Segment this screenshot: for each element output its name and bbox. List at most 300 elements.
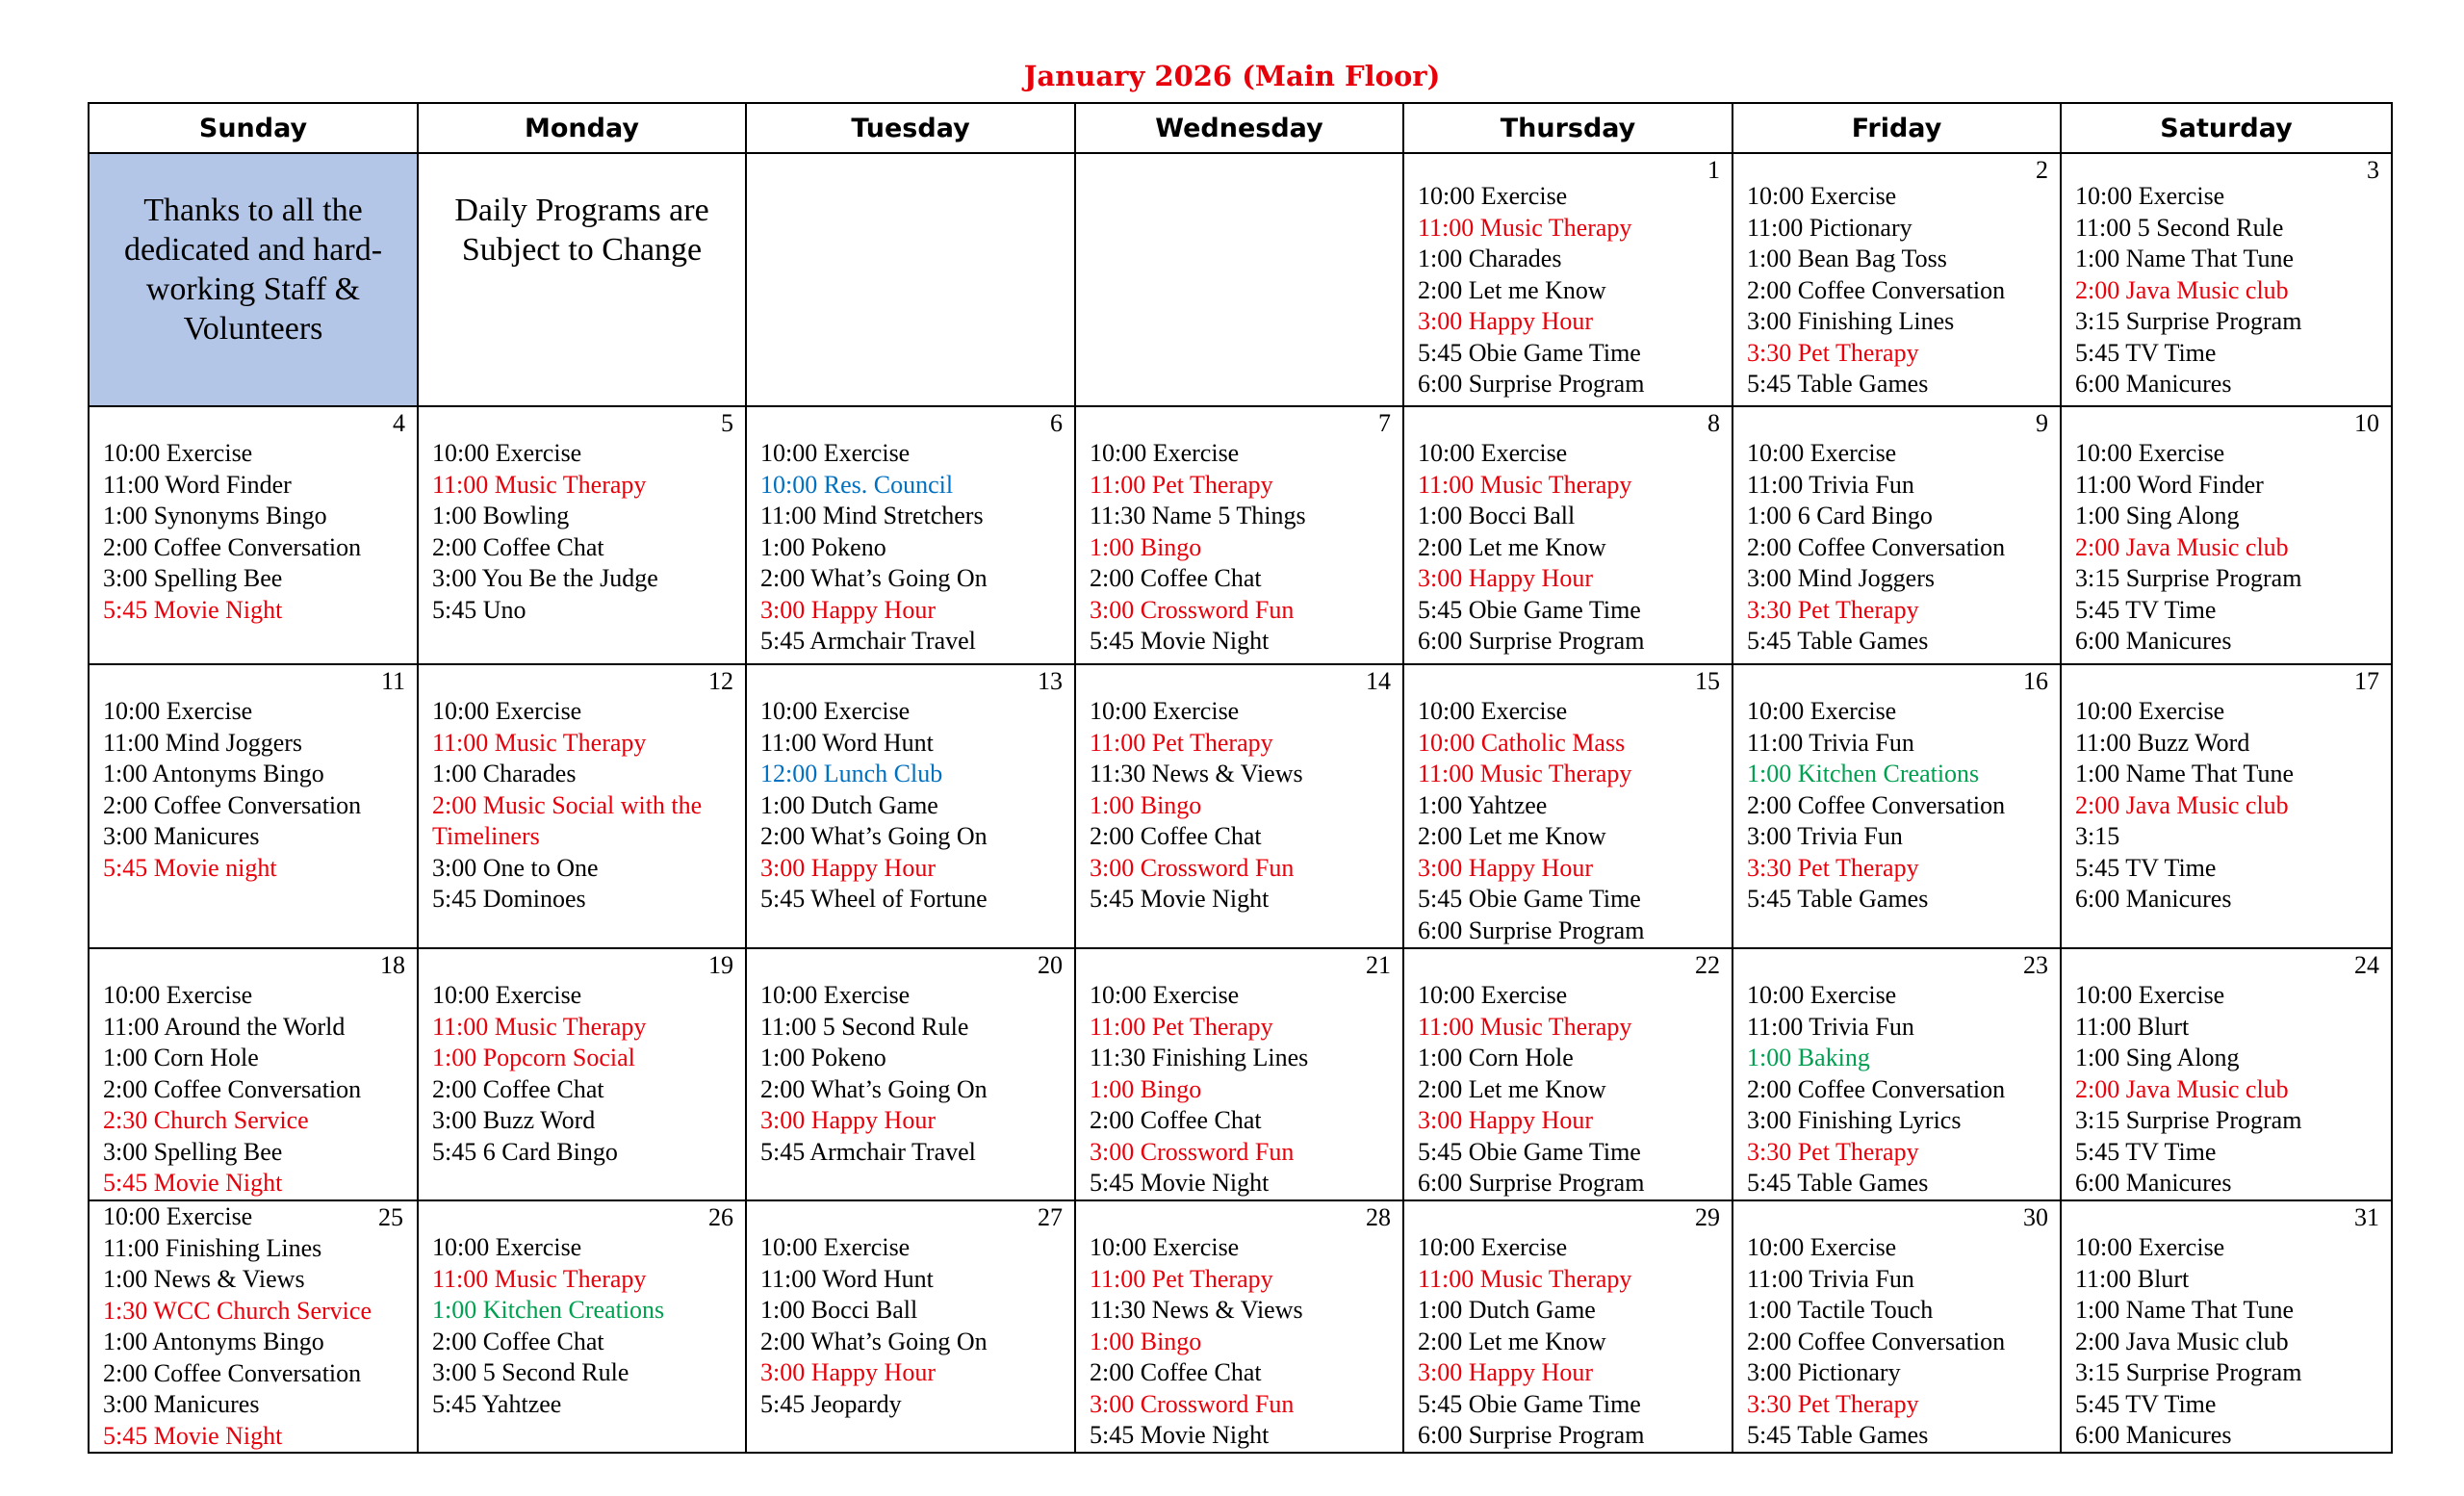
event-item: 10:00 Exercise — [1747, 981, 1897, 1009]
event-item: 6:00 Surprise Program — [1418, 916, 1645, 944]
event-item: 11:00 Music Therapy — [432, 1264, 647, 1293]
day-cell-content — [90, 665, 417, 947]
event-item: 1:00 Bingo — [1090, 790, 1202, 819]
event-item: 1:00 Bingo — [1090, 1327, 1202, 1355]
event-list — [760, 1201, 1066, 1420]
day-cell-content — [1404, 407, 1732, 663]
day-cell-content — [1733, 665, 2060, 947]
event-item: 11:00 Trivia Fun — [1747, 1264, 1914, 1293]
event-item: 5:45 TV Time — [2075, 853, 2217, 882]
event-item: 3:30 Pet Therapy — [1747, 595, 1919, 624]
calendar-title: January 2026 (Main Floor) — [1023, 60, 1441, 92]
event-item: 5:45 Obie Game Time — [1418, 595, 1641, 624]
day-cell-content — [1404, 665, 1732, 947]
day-cell-content — [90, 1201, 417, 1452]
event-item: 10:00 Exercise — [2075, 182, 2225, 210]
event-item: 2:00 Java Music club — [2075, 275, 2289, 304]
event-item: 11:00 Mind Joggers — [103, 728, 303, 757]
day-cell-content — [1076, 665, 1402, 947]
event-item: 6:00 Manicures — [2075, 885, 2232, 913]
day-number: 17 — [2354, 667, 2379, 695]
event-list — [2075, 407, 2383, 658]
event-item: 1:00 Sing Along — [2075, 502, 2240, 529]
day-cell — [89, 406, 418, 664]
day-cell — [1732, 1200, 2061, 1453]
day-cell-content — [2062, 665, 2391, 947]
event-item: 2:00 Let me Know — [1418, 822, 1606, 850]
event-item: 11:00 Pictionary — [1747, 213, 1912, 242]
day-cell — [1075, 948, 1403, 1200]
day-number: 19 — [708, 951, 733, 979]
day-cell-content — [1733, 407, 2060, 663]
event-item: 5:45 Table Games — [1747, 1169, 1929, 1197]
day-cell-content — [747, 949, 1074, 1199]
event-list — [432, 665, 737, 916]
event-item: 10:00 Exercise — [760, 1233, 911, 1261]
day-cell — [1075, 406, 1403, 664]
event-item: 11:00 Music Therapy — [1418, 213, 1632, 242]
event-list — [103, 407, 409, 626]
event-item: 5:45 Wheel of Fortune — [760, 885, 988, 913]
event-item: 5:45 6 Card Bingo — [432, 1137, 618, 1166]
event-item: 2:00 Coffee Chat — [432, 1074, 604, 1103]
week-row — [89, 664, 2392, 948]
event-item: 2:00 Coffee Conversation — [1747, 790, 2006, 819]
event-item: 2:00 Java Music club — [2075, 1327, 2289, 1355]
event-item: 10:00 Exercise — [1747, 697, 1897, 725]
day-cell — [746, 664, 1075, 948]
event-item: 10:00 Exercise — [760, 981, 911, 1009]
event-list — [1418, 665, 1724, 946]
day-cell-content — [1733, 1201, 2060, 1452]
event-item: 11:30 News & Views — [1090, 1296, 1303, 1324]
event-item: 11:00 Trivia Fun — [1747, 728, 1914, 757]
event-item: 3:15 Surprise Program — [2075, 1106, 2302, 1134]
day-number: 29 — [1695, 1203, 1720, 1231]
event-item: 11:00 5 Second Rule — [2075, 213, 2284, 242]
event-item: 1:00 Antonyms Bingo — [103, 1328, 324, 1355]
day-number: 25 — [378, 1203, 403, 1231]
week-row — [89, 406, 2392, 664]
event-item: 5:45 Obie Game Time — [1418, 885, 1641, 913]
day-number: 20 — [1038, 951, 1063, 979]
event-item: 6:00 Surprise Program — [1418, 1169, 1645, 1197]
day-cell — [1403, 948, 1732, 1200]
event-item: 5:45 Obie Game Time — [1418, 1137, 1641, 1166]
event-item: 11:00 Trivia Fun — [1747, 470, 1914, 499]
event-item: 3:00 Trivia Fun — [1747, 822, 1903, 850]
day-cell-content — [1404, 154, 1732, 405]
event-item: 3:15 Surprise Program — [2075, 564, 2302, 592]
event-list — [1090, 949, 1395, 1199]
day-cell-content — [1076, 1201, 1402, 1452]
event-item: 1:00 News & Views — [103, 1265, 305, 1293]
event-item: 11:00 Music Therapy — [1418, 1012, 1632, 1041]
event-item: 5:45 Movie Night — [103, 1421, 283, 1450]
day-cell — [418, 948, 746, 1200]
event-item: 1:00 6 Card Bingo — [1747, 502, 1933, 529]
day-number: 2 — [2036, 156, 2048, 184]
event-item: 2:00 Java Music club — [2075, 1074, 2289, 1103]
event-item: 10:00 Exercise — [1418, 697, 1568, 725]
day-number: 16 — [2023, 667, 2048, 695]
event-item: 1:00 Bingo — [1090, 532, 1202, 561]
event-list — [2075, 181, 2383, 400]
event-item: 10:00 Exercise — [103, 1202, 253, 1230]
day-cell — [418, 664, 746, 948]
event-item: 3:00 Crossword Fun — [1090, 853, 1295, 882]
event-item: 10:00 Exercise — [103, 697, 253, 725]
day-number: 18 — [380, 951, 405, 979]
weekday-header: Friday — [1732, 103, 2061, 153]
day-cell-content — [419, 407, 745, 663]
week-row — [89, 1200, 2392, 1453]
day-cell — [418, 406, 746, 664]
empty-cell — [1075, 153, 1403, 406]
event-item: 11:00 Music Therapy — [1418, 1264, 1632, 1293]
staff-thanks-note: Thanks to all the dedicated and hard-working Staff & Volunteers — [123, 193, 383, 347]
event-item: 5:45 Movie Night — [103, 595, 283, 624]
event-item: 5:45 Movie Night — [1090, 627, 1270, 655]
event-list — [760, 665, 1066, 916]
event-item: 3:00 Happy Hour — [1418, 1106, 1593, 1134]
event-item: 5:45 TV Time — [2075, 595, 2217, 624]
event-list — [432, 407, 737, 626]
event-item: 11:00 Word Hunt — [760, 728, 934, 757]
event-list — [2075, 665, 2383, 916]
event-item: 5:45 Uno — [432, 595, 526, 624]
event-item: 3:00 Spelling Bee — [103, 564, 283, 592]
event-item: 6:00 Surprise Program — [1418, 627, 1645, 655]
day-cell — [746, 1200, 1075, 1453]
event-item: 11:00 Music Therapy — [432, 1012, 647, 1041]
day-cell-content — [2062, 407, 2391, 663]
event-item: 11:30 News & Views — [1090, 760, 1303, 787]
event-item: 2:00 What’s Going On — [760, 1074, 988, 1103]
event-item: 11:00 Mind Stretchers — [760, 502, 984, 529]
event-item: 1:00 Sing Along — [2075, 1044, 2240, 1071]
event-list — [1418, 407, 1724, 658]
event-item: 10:00 Catholic Mass — [1418, 728, 1626, 757]
event-item: 10:00 Exercise — [760, 439, 911, 467]
weekday-header: Thursday — [1403, 103, 1732, 153]
event-item: 5:45 TV Time — [2075, 1137, 2217, 1166]
day-cell-content — [747, 407, 1074, 663]
event-item: 1:00 Synonyms Bingo — [103, 502, 327, 529]
weekday-header: Wednesday — [1075, 103, 1403, 153]
note-cell — [89, 153, 418, 406]
event-item: 2:00 Coffee Conversation — [1747, 1327, 2006, 1355]
event-item: 10:00 Exercise — [1418, 1233, 1568, 1261]
event-item: 6:00 Manicures — [2075, 1169, 2232, 1197]
event-item: 10:00 Exercise — [1090, 697, 1240, 725]
event-item: 5:45 Armchair Travel — [760, 1137, 976, 1166]
event-item: 11:00 5 Second Rule — [760, 1012, 969, 1041]
event-item: 5:45 Jeopardy — [760, 1389, 902, 1418]
event-item: 11:00 Finishing Lines — [103, 1233, 322, 1262]
event-item: 5:45 Movie Night — [1090, 1421, 1270, 1449]
event-item: 2:00 Coffee Chat — [432, 532, 604, 561]
event-item: 11:00 Trivia Fun — [1747, 1012, 1914, 1041]
day-cell — [1075, 1200, 1403, 1453]
event-list — [1418, 949, 1724, 1199]
day-cell — [746, 948, 1075, 1200]
event-item: 11:30 Finishing Lines — [1090, 1044, 1309, 1071]
event-item: 3:15 Surprise Program — [2075, 307, 2302, 335]
event-item: 10:00 Exercise — [432, 439, 582, 467]
day-number: 5 — [721, 409, 733, 437]
event-item: 10:00 Exercise — [1090, 981, 1240, 1009]
event-list — [103, 665, 409, 884]
event-item: 3:15 — [2075, 822, 2120, 850]
event-item: 1:00 Bean Bag Toss — [1747, 245, 1947, 272]
event-item: 2:00 Java Music club — [2075, 532, 2289, 561]
event-item: 11:00 Word Hunt — [760, 1264, 934, 1293]
event-item: 1:00 Corn Hole — [103, 1044, 259, 1071]
event-item: 11:00 Word Finder — [103, 470, 292, 499]
event-item: 10:00 Exercise — [2075, 1233, 2225, 1261]
day-cell — [746, 406, 1075, 664]
event-item: 11:00 Music Therapy — [432, 728, 647, 757]
event-item: 3:00 Finishing Lyrics — [1747, 1106, 1962, 1134]
event-item: 6:00 Manicures — [2075, 370, 2232, 398]
calendar-grid — [88, 102, 2393, 1454]
event-item: 10:00 Exercise — [2075, 697, 2225, 725]
event-item: 2:00 Let me Know — [1418, 532, 1606, 561]
day-cell-content — [90, 949, 417, 1199]
event-item: 1:00 Kitchen Creations — [1747, 760, 1980, 787]
event-item: 1:00 Yahtzee — [1418, 790, 1548, 819]
event-item: 5:45 TV Time — [2075, 338, 2217, 367]
event-item: 10:00 Exercise — [1418, 981, 1568, 1009]
event-item: 2:00 What’s Going On — [760, 1327, 988, 1355]
event-item: 10:00 Exercise — [2075, 981, 2225, 1009]
weekday-header: Saturday — [2061, 103, 2392, 153]
weekday-header: Monday — [418, 103, 746, 153]
event-item: 3:00 You Be the Judge — [432, 564, 658, 592]
event-item: 2:00 Coffee Chat — [1090, 822, 1262, 850]
event-item: 3:00 Spelling Bee — [103, 1137, 283, 1166]
day-number: 4 — [393, 409, 405, 437]
event-item: 3:00 Crossword Fun — [1090, 595, 1295, 624]
weekday-header: Sunday — [89, 103, 418, 153]
event-item: 3:30 Pet Therapy — [1747, 1137, 1919, 1166]
event-item: 5:45 Movie Night — [1090, 1169, 1270, 1197]
event-list — [1418, 181, 1724, 400]
day-number: 28 — [1366, 1203, 1391, 1231]
day-cell — [1075, 664, 1403, 948]
event-item: 3:00 Finishing Lines — [1747, 307, 1955, 335]
event-item: 6:00 Manicures — [2075, 1421, 2232, 1449]
event-item: 6:00 Manicures — [2075, 627, 2232, 655]
day-number: 13 — [1038, 667, 1063, 695]
event-item: 5:45 Obie Game Time — [1418, 1389, 1641, 1418]
event-item: 5:45 Obie Game Time — [1418, 338, 1641, 367]
day-cell — [2061, 406, 2392, 664]
event-item: 3:00 Crossword Fun — [1090, 1389, 1295, 1418]
event-item: 11:00 Music Therapy — [1418, 760, 1632, 787]
event-item: 10:00 Exercise — [1090, 1233, 1240, 1261]
day-cell — [1732, 406, 2061, 664]
event-item: 1:00 Pokeno — [760, 1044, 886, 1071]
event-item: 2:00 Coffee Conversation — [103, 1074, 362, 1103]
event-item: 5:45 Table Games — [1747, 627, 1929, 655]
day-cell — [1403, 153, 1732, 406]
day-cell — [89, 664, 418, 948]
event-item: 11:00 Pet Therapy — [1090, 728, 1273, 757]
event-item: 2:00 Let me Know — [1418, 1074, 1606, 1103]
event-item: 5:45 Yahtzee — [432, 1389, 562, 1418]
event-item: 2:00 Coffee Conversation — [103, 1358, 362, 1387]
day-cell-content — [747, 1201, 1074, 1452]
event-list — [1090, 407, 1395, 658]
event-list — [1747, 181, 2052, 400]
event-item: 3:00 Happy Hour — [1418, 853, 1593, 882]
day-number: 7 — [1378, 409, 1391, 437]
programs-change-note: Daily Programs are Subject to Change — [454, 193, 709, 268]
day-number: 31 — [2354, 1203, 2379, 1231]
event-item: 2:00 Coffee Chat — [1090, 1358, 1262, 1386]
event-item: 1:00 Pokeno — [760, 532, 886, 561]
event-item: 1:00 Dutch Game — [1418, 1296, 1596, 1324]
event-list — [432, 949, 737, 1168]
event-item: 11:00 Pet Therapy — [1090, 1012, 1273, 1041]
day-number: 8 — [1707, 409, 1720, 437]
day-cell-content — [1733, 949, 2060, 1199]
event-item: 5:45 Table Games — [1747, 885, 1929, 913]
event-list — [760, 407, 1066, 658]
event-item: 1:00 Bocci Ball — [760, 1296, 918, 1324]
event-item: 2:00 What’s Going On — [760, 564, 988, 592]
day-cell-content — [1404, 1201, 1732, 1452]
event-item: 5:45 Dominoes — [432, 885, 586, 913]
day-cell — [1732, 153, 2061, 406]
event-item: 1:00 Bocci Ball — [1418, 502, 1576, 529]
day-number: 11 — [380, 667, 405, 695]
event-list — [760, 949, 1066, 1168]
event-list — [1418, 1201, 1724, 1452]
day-cell-content — [419, 949, 745, 1199]
event-item: 10:00 Res. Council — [760, 470, 954, 499]
event-list — [103, 949, 409, 1199]
event-item: 1:00 Name That Tune — [2075, 1296, 2295, 1324]
day-cell — [1732, 948, 2061, 1200]
day-number: 21 — [1366, 951, 1391, 979]
event-list — [1090, 665, 1395, 916]
event-item: 10:00 Exercise — [1090, 439, 1240, 467]
week-row — [89, 153, 2392, 406]
event-list — [432, 1201, 737, 1420]
event-list — [1747, 949, 2052, 1199]
day-cell — [2061, 1200, 2392, 1453]
event-item: 3:00 Happy Hour — [760, 1358, 936, 1386]
event-item: 1:00 Antonyms Bingo — [103, 760, 324, 787]
event-item: 2:00 Java Music club — [2075, 790, 2289, 819]
day-cell-content — [419, 1201, 745, 1452]
event-item: 1:00 Bingo — [1090, 1074, 1202, 1103]
event-item: 5:45 Movie Night — [103, 1169, 283, 1197]
event-list — [2075, 949, 2383, 1199]
note-cell — [418, 153, 746, 406]
day-cell-content — [1404, 949, 1732, 1199]
event-item: 3:30 Pet Therapy — [1747, 853, 1919, 882]
event-item: 10:00 Exercise — [2075, 439, 2225, 467]
event-item: 1:00 Name That Tune — [2075, 245, 2295, 272]
event-item: 11:00 Around the World — [103, 1012, 346, 1041]
event-item: 3:00 Crossword Fun — [1090, 1137, 1295, 1166]
event-item: 10:00 Exercise — [103, 439, 253, 467]
event-item: 3:15 Surprise Program — [2075, 1358, 2302, 1386]
event-item: 2:00 Coffee Conversation — [103, 532, 362, 561]
day-number: 22 — [1695, 951, 1720, 979]
event-item: 5:45 Table Games — [1747, 1421, 1929, 1449]
event-item: 3:00 Mind Joggers — [1747, 564, 1935, 592]
day-number: 23 — [2023, 951, 2048, 979]
event-item: 1:00 Charades — [1418, 245, 1562, 272]
event-item: 3:00 5 Second Rule — [432, 1358, 629, 1386]
event-list — [1747, 407, 2052, 658]
event-item: 3:00 Manicures — [103, 1390, 260, 1418]
day-number: 27 — [1038, 1203, 1063, 1231]
day-cell — [1403, 406, 1732, 664]
day-cell — [89, 1200, 418, 1453]
event-list — [1090, 1201, 1395, 1452]
day-cell — [1403, 664, 1732, 948]
day-cell — [2061, 664, 2392, 948]
event-item: 5:45 Movie night — [103, 853, 277, 882]
event-item: 5:45 Table Games — [1747, 370, 1929, 398]
event-item: 1:00 Baking — [1747, 1044, 1870, 1071]
day-number: 6 — [1050, 409, 1063, 437]
event-item: 2:00 Coffee Chat — [432, 1327, 604, 1355]
event-item: 1:00 Corn Hole — [1418, 1044, 1574, 1071]
event-item: 2:00 Let me Know — [1418, 1327, 1606, 1355]
event-item: 10:00 Exercise — [432, 697, 582, 725]
day-cell — [2061, 948, 2392, 1200]
event-item: 6:00 Surprise Program — [1418, 370, 1645, 398]
event-item: 10:00 Exercise — [432, 981, 582, 1009]
event-item: 3:00 One to One — [432, 853, 599, 882]
day-number: 10 — [2354, 409, 2379, 437]
event-item: 10:00 Exercise — [1418, 182, 1568, 210]
day-number: 24 — [2354, 951, 2379, 979]
event-item: 1:00 Charades — [432, 760, 577, 787]
weekday-header-row — [89, 103, 2392, 153]
event-item: 1:00 Kitchen Creations — [432, 1296, 665, 1324]
event-item: 5:45 Movie Night — [1090, 885, 1270, 913]
event-item: 1:00 Popcorn Social — [432, 1044, 635, 1071]
day-cell-content — [1076, 407, 1402, 663]
day-cell-content — [2062, 949, 2391, 1199]
event-item: 1:00 Dutch Game — [760, 790, 938, 819]
day-cell-content — [2062, 1201, 2391, 1452]
weekday-header: Tuesday — [746, 103, 1075, 153]
day-cell-content — [1733, 154, 2060, 405]
day-cell — [2061, 153, 2392, 406]
event-item: 2:00 Coffee Conversation — [1747, 532, 2006, 561]
day-cell-content — [2062, 154, 2391, 405]
event-item: 2:00 Music Social with the Timeliners — [432, 790, 703, 850]
event-item: 3:30 Pet Therapy — [1747, 338, 1919, 367]
event-item: 11:00 Pet Therapy — [1090, 470, 1273, 499]
event-item: 3:00 Pictionary — [1747, 1358, 1901, 1386]
day-cell — [418, 1200, 746, 1453]
event-item: 11:00 Buzz Word — [2075, 728, 2250, 757]
day-cell-content — [419, 665, 745, 947]
event-item: 11:00 Music Therapy — [1418, 470, 1632, 499]
day-number: 26 — [708, 1203, 733, 1231]
event-item: 3:00 Happy Hour — [760, 853, 936, 882]
